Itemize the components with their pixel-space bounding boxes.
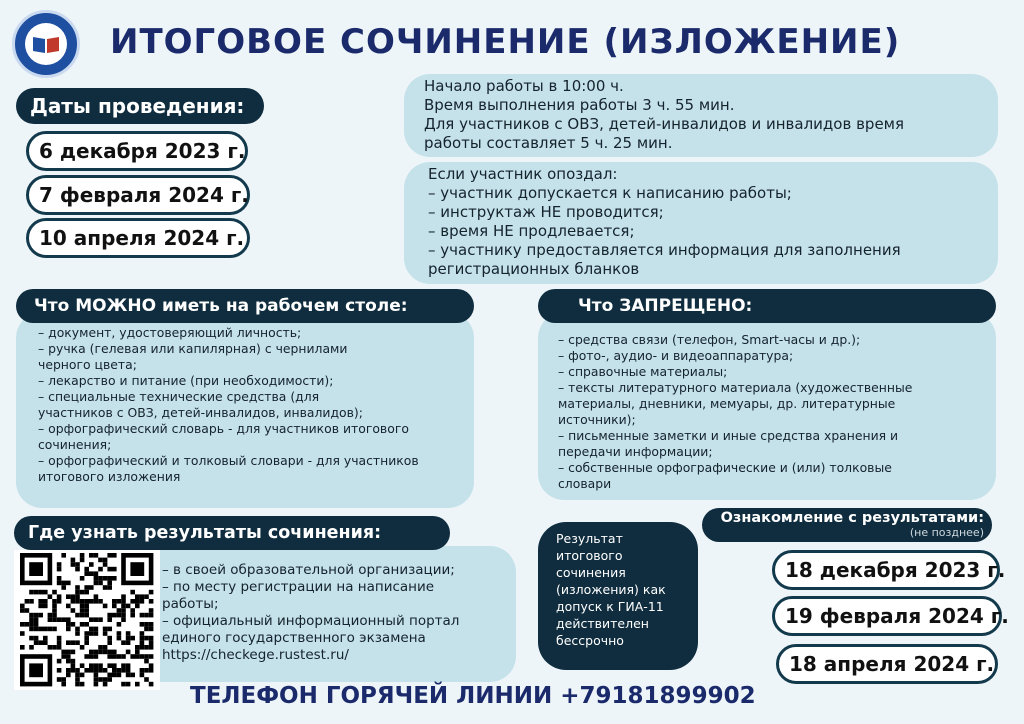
validity-box [538,522,698,670]
list-item: сочинения; [38,437,112,452]
forbidden-list [558,332,996,492]
late-info-line: – участник допускается к написанию работы; [428,184,792,202]
validity-line: сочинения [556,565,626,580]
late-info-line: регистрационных бланков [428,260,640,278]
list-item: – официальный информационный портал [162,613,460,629]
list-item: – орфографический и толковый словари - для участников [38,453,419,468]
qr-code[interactable] [14,550,160,690]
start-info-line: Время выполнения работы 3 ч. 55 мин. [424,96,735,114]
list-item: – тексты литературного материала (художественные [558,380,913,395]
allowed-heading: Что МОЖНО иметь на рабочем столе: [16,289,474,323]
list-item: участников с ОВЗ, детей-инвалидов, инвалидов); [38,405,363,420]
validity-line: Результат [556,531,623,546]
review-sublabel: (не позднее) [909,526,984,539]
review-date-2: 19 февраля 2024 г. [772,596,1002,636]
list-item: – письменные заметки и иные средства хранения и [558,428,899,443]
review-date-3: 18 апреля 2024 г. [776,644,998,684]
list-item: словари [558,476,612,491]
page-title: ИТОГОВОЕ СОЧИНЕНИЕ (ИЗЛОЖЕНИЕ) [110,22,901,62]
validity-line: бессрочно [556,633,624,648]
list-item: передачи информации; [558,444,713,459]
results-list [162,562,506,664]
list-item: – ручка (гелевая или капилярная) с чернилами [38,341,348,356]
forbidden-box [538,312,996,500]
late-info-line: – время НЕ продлевается; [428,222,635,240]
list-item: – средства связи (телефон, Smart-часы и др.); [558,332,861,347]
list-item: – документ, удостоверяющий личность; [38,325,302,340]
list-item: работы; [162,596,219,612]
list-item: – по месту регистрации на написание [162,579,435,595]
qr-code-icon [14,550,160,690]
start-info-box [404,74,998,157]
start-info-line: работы составляет 5 ч. 25 мин. [424,134,673,152]
list-item: материалы, дневники, мемуары, др. литературные [558,396,896,411]
hotline-phone[interactable]: ТЕЛЕФОН ГОРЯЧЕЙ ЛИНИИ +79181899902 [190,683,756,709]
results-box [150,546,516,682]
list-item: – фото-, аудио- и видеоаппаратура; [558,348,794,363]
allowed-box [16,312,474,508]
review-date-1: 18 декабря 2023 г. [772,550,1000,590]
results-portal-link[interactable]: https://checkege.rustest.ru/ [162,647,349,663]
results-heading: Где узнать результаты сочинения: [14,516,450,550]
exam-date-1: 6 декабря 2023 г. [26,131,248,171]
start-info-line: Начало работы в 10:00 ч. [424,77,624,95]
exam-date-2: 7 февраля 2024 г. [26,175,250,215]
list-item: – специальные технические средства (для [38,389,320,404]
review-label: Ознакомление с результатами: [720,510,984,526]
list-item: черного цвета; [38,357,137,372]
validity-line: действителен [556,616,649,631]
validity-line: допуск к ГИА-11 [556,599,664,614]
allowed-list [38,325,474,485]
list-item: – в своей образовательной организации; [162,562,455,578]
list-item: итогового изложения [38,469,181,484]
list-item: источники); [558,412,636,427]
exam-date-3: 10 апреля 2024 г. [26,218,250,258]
late-info-box [404,162,998,284]
emblem-book-icon [32,34,60,54]
late-info-line: – инструктаж НЕ проводится; [428,203,664,221]
review-heading [702,508,992,542]
list-item: – справочные материалы; [558,364,728,379]
late-info-line: – участнику предоставляется информация для заполнения [428,241,901,259]
validity-line: (изложения) как [556,582,666,597]
list-item: – лекарство и питание (при необходимости); [38,373,334,388]
list-item: единого государственного экзамена [162,630,426,646]
list-item: – собственные орфографические и (или) толковые [558,460,892,475]
list-item: – орфографический словарь - для участников итогового [38,421,409,436]
logo-emblem [12,10,80,78]
late-info-line: Если участник опоздал: [428,165,618,183]
dates-heading: Даты проведения: [16,88,264,124]
validity-line: итогового [556,548,623,563]
forbidden-heading: Что ЗАПРЕЩЕНО: [538,289,996,323]
start-info-line: Для участников с ОВЗ, детей-инвалидов и инвалидов время [424,115,905,133]
